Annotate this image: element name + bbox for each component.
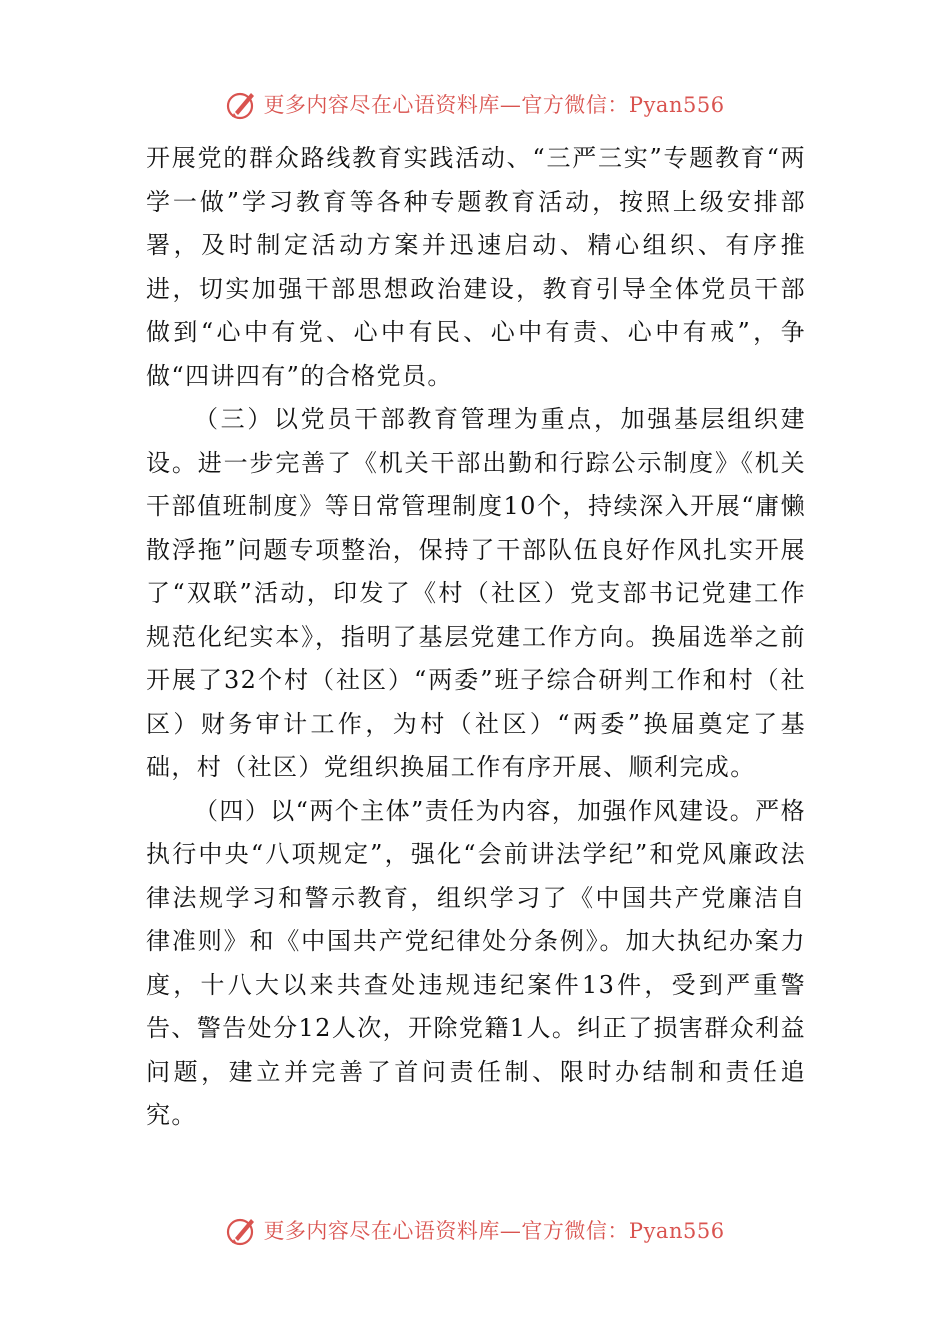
footer-watermark [0, 1210, 950, 1250]
header-watermark [0, 84, 950, 124]
pen-logo-icon [225, 87, 259, 121]
paragraph-1: 开展党的群众路线教育实践活动、“三严三实”专题教育“两学一做”学习教育等各种专题教育活动，按照上级安排部署，及时制定活动方案并迅速启动、精心组织、有序推进，切实加强干部思想政治建设，教育引导全体党员干部做到“心中有党、心中有民、心中有责、心中有戒”，争做“四讲四有”的合格党员。 [146, 144, 806, 390]
document-body [146, 137, 806, 1138]
watermark-text: 更多内容尽在心语资料库—官方微信：Pyan556 [263, 93, 725, 117]
paragraph-2: （三）以党员干部教育管理为重点，加强基层组织建设。进一步完善了《机关干部出勤和行踪公示制度》《机关干部值班制度》等日常管理制度10个，持续深入开展“庸懒散浮拖”问题专项整治，保持了干部队伍良好作风扎实开展了“双联”活动，印发了《村（社区）党支部书记党建工作规范化纪实本》，指明了基层党建工作方向。换届选举之前开展了32个村（社区）“两委”班子综合研判工作和村（社区）财务审计工作，为村（社区）“两委”换届奠定了基础，村（社区）党组织换届工作有序开展、顺利完成。 [146, 405, 806, 781]
pen-logo-icon [225, 1213, 259, 1247]
paragraph-3: （四）以“两个主体”责任为内容，加强作风建设。严格执行中央“八项规定”，强化“会前讲法学纪”和党风廉政法律法规学习和警示教育，组织学习了《中国共产党廉洁自律准则》和《中国共产党纪律处分条例》。加大执纪办案力度，十八大以来共查处违规违纪案件13件，受到严重警告、警告处分12人次，开除党籍1人。纠正了损害群众利益问题，建立并完善了首问责任制、限时办结制和责任追究。 [146, 796, 806, 1129]
watermark-text: 更多内容尽在心语资料库—官方微信：Pyan556 [263, 1219, 725, 1243]
